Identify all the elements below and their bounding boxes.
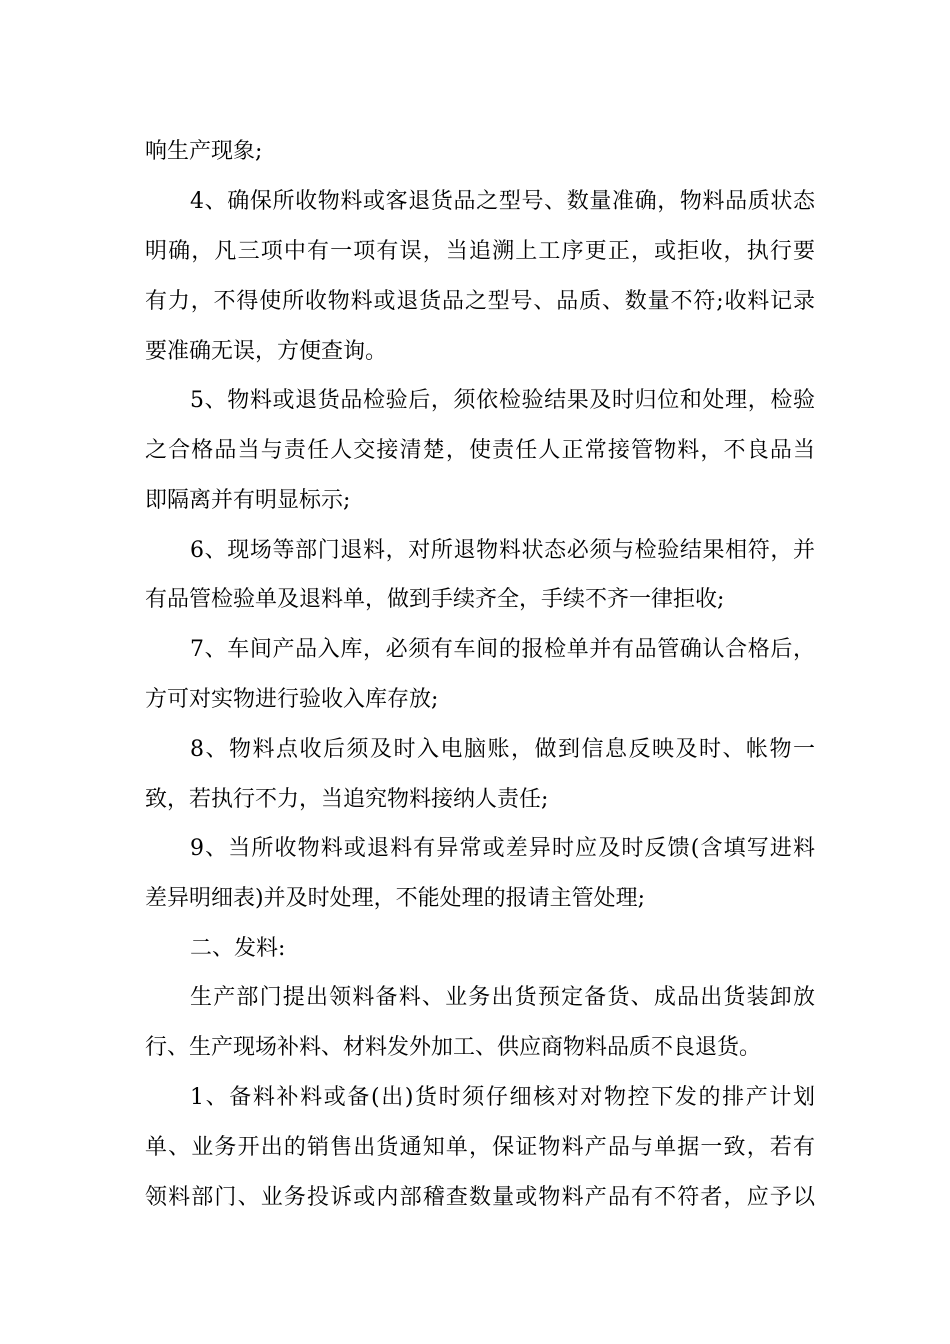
text-line: 有力，不得使所收物料或退货品之型号、品质、数量不符;收料记录: [145, 289, 815, 314]
text-line: 方可对实物进行验收入库存放;: [145, 687, 439, 712]
text-line: 有品管检验单及退料单，做到手续齐全，手续不齐一律拒收;: [145, 587, 725, 612]
text-line: 领料部门、业务投诉或内部稽查数量或物料产品有不符者，应予以: [145, 1185, 815, 1210]
text-line: 7、车间产品入库，必须有车间的报检单并有品管确认合格后，: [190, 637, 815, 662]
text-line: 行、生产现场补料、材料发外加工、供应商物料品质不良退货。: [145, 1035, 762, 1060]
text-line: 生产部门提出领料备料、业务出货预定备货、成品出货装卸放: [190, 985, 815, 1010]
text-line: 单、业务开出的销售出货通知单，保证物料产品与单据一致，若有: [145, 1135, 815, 1160]
text-line: 致，若执行不力，当追究物料接纳人责任;: [145, 787, 549, 812]
text-line: 要准确无误，方便查询。: [145, 339, 388, 364]
section-heading: 二、发料:: [190, 936, 286, 961]
text-line: 6、现场等部门退料，对所退物料状态必须与检验结果相符，并: [190, 538, 815, 563]
text-line: 1、备料补料或备(出)货时须仔细核对对物控下发的排产计划: [190, 1085, 815, 1110]
text-line: 差异明细表)并及时处理，不能处理的报请主管处理;: [145, 886, 645, 911]
text-line: 4、确保所收物料或客退货品之型号、数量准确，物料品质状态: [190, 189, 815, 214]
text-line: 8、物料点收后须及时入电脑账，做到信息反映及时、帐物一: [190, 737, 815, 762]
text-line: 9、当所收物料或退料有异常或差异时应及时反馈(含填写进料: [190, 836, 815, 861]
text-line: 之合格品当与责任人交接清楚，使责任人正常接管物料，不良品当: [145, 438, 815, 463]
text-line: 5、物料或退货品检验后，须依检验结果及时归位和处理，检验: [190, 388, 815, 413]
text-line: 响生产现象;: [145, 139, 263, 164]
text-line: 即隔离并有明显标示;: [145, 488, 351, 513]
text-line: 明确，凡三项中有一项有误，当追溯上工序更正，或拒收，执行要: [145, 239, 815, 264]
